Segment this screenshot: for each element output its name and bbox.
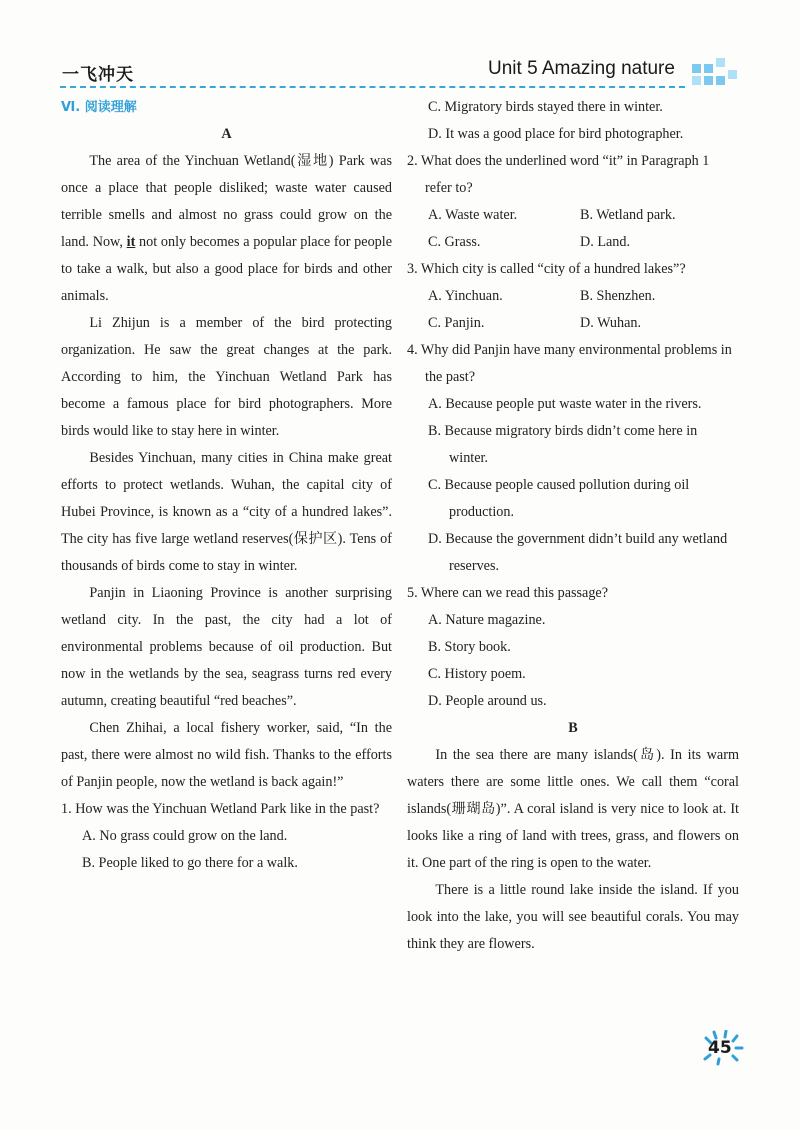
decor-square [716, 58, 725, 67]
brand-logo: 一飞冲天 [62, 65, 134, 85]
passage-a-paragraph-4: Panjin in Liaoning Province is another surprising wetland city. In the past, the city had a lot of environmental problems because of oil production. But now in the wetlands by the sea, seagrass turns red every autumn, creating beautiful “red beaches”. [61, 585, 392, 709]
passage-a-paragraph-5: Chen Zhihai, a local fishery worker, said, “In the past, there were almost no wild fish. Thanks to the efforts of Panjin people, now the wetland is back again!” [61, 720, 392, 790]
passage-a-paragraph-1 [61, 148, 392, 310]
question-3-options-row-2 [407, 310, 739, 337]
question-5-option-b: B. Story book. [428, 639, 511, 655]
section-title: Ⅵ. 阅读理解 [61, 100, 137, 115]
page-header [0, 0, 800, 100]
header-rule [60, 86, 685, 88]
question-3-option-a: A. Yinchuan. [428, 288, 503, 304]
question-1-option-d: D. It was a good place for bird photographer. [428, 126, 684, 142]
question-1-option-c: C. Migratory birds stayed there in winter. [428, 99, 663, 115]
passage-b-paragraph-1: In the sea there are many islands(岛). In its warm waters there are some little ones. We call them “coral islands(珊瑚岛)”. A coral island is very nice to look at. It looks like a ring of land with trees, grass, and flowers on it. One part of the ring is open to the water. [407, 747, 739, 871]
question-4-option-a: A. Because people put waste water in the rivers. [428, 396, 702, 412]
decor-square [692, 64, 701, 73]
question-5: 5. Where can we read this passage? [407, 585, 609, 601]
question-3-options-row-1 [407, 283, 739, 310]
question-4-option-b: B. Because migratory birds didn’t come here in winter. [428, 423, 698, 466]
question-5-option-a: A. Nature magazine. [428, 612, 546, 628]
passage-b-label: B [568, 720, 578, 736]
decor-square [728, 70, 737, 79]
decor-square [704, 76, 713, 85]
question-2-option-a: A. Waste water. [428, 207, 518, 223]
question-5-option-d: D. People around us. [428, 693, 547, 709]
paragraph-text: The area of the Yinchuan Wetland(湿地) Park was once a place that people disliked; waste water caused terrible smells and almost no grass could grow on the land. Now, [61, 153, 392, 250]
passage-a-paragraph-3: Besides Yinchuan, many cities in China make great efforts to protect wetlands. Wuhan, the capital city of Hubei Province, is known as a “city of a hundred lakes”. The city has five large wetland reserves(保护区). Tens of thousands of birds come to stay in winter. [61, 450, 392, 574]
question-1-option-b: B. People liked to go there for a walk. [82, 855, 298, 871]
question-3: 3. Which city is called “city of a hundred lakes”? [407, 261, 686, 277]
question-3-option-c: C. Panjin. [428, 315, 485, 331]
question-2-options-row-2 [407, 229, 739, 256]
passage-a-label: A [221, 126, 232, 142]
page-number: 45 [708, 1038, 732, 1058]
question-3-option-d: D. Wuhan. [580, 315, 642, 331]
question-3-option-b: B. Shenzhen. [580, 288, 656, 304]
passage-b-paragraph-2: There is a little round lake inside the island. If you look into the lake, you will see beautiful corals. You may think they are flowers. [407, 882, 739, 952]
question-1: 1. How was the Yinchuan Wetland Park like in the past? [61, 801, 380, 817]
passage-a-paragraph-2: Li Zhijun is a member of the bird protecting organization. He saw the great changes at the park. According to him, the Yinchuan Wetland Park has become a famous place for bird photographers. More birds would like to stay here in winter. [61, 315, 392, 439]
decor-square [704, 64, 713, 73]
right-column [407, 94, 739, 958]
question-2-option-b: B. Wetland park. [580, 207, 676, 223]
question-4-option-d: D. Because the government didn’t build any wetland reserves. [428, 531, 728, 574]
left-column [61, 94, 392, 877]
underlined-word: it [126, 234, 136, 250]
paragraph-text: not only becomes a popular place for people to take a walk, but also a good place for birds and other animals. [61, 234, 392, 304]
question-2-option-d: D. Land. [580, 234, 631, 250]
page-number-badge [700, 1030, 744, 1066]
unit-title: Unit 5 Amazing nature [488, 58, 675, 79]
question-4-option-c: C. Because people caused pollution during oil production. [428, 477, 690, 520]
decor-square [692, 76, 701, 85]
question-4: 4. Why did Panjin have many environmental problems in the past? [407, 342, 732, 385]
question-2: 2. What does the underlined word “it” in Paragraph 1 refer to? [407, 153, 710, 196]
question-5-option-c: C. History poem. [428, 666, 526, 682]
question-2-options-row-1 [407, 202, 739, 229]
question-2-option-c: C. Grass. [428, 234, 481, 250]
question-1-option-a: A. No grass could grow on the land. [82, 828, 288, 844]
decor-square [716, 76, 725, 85]
